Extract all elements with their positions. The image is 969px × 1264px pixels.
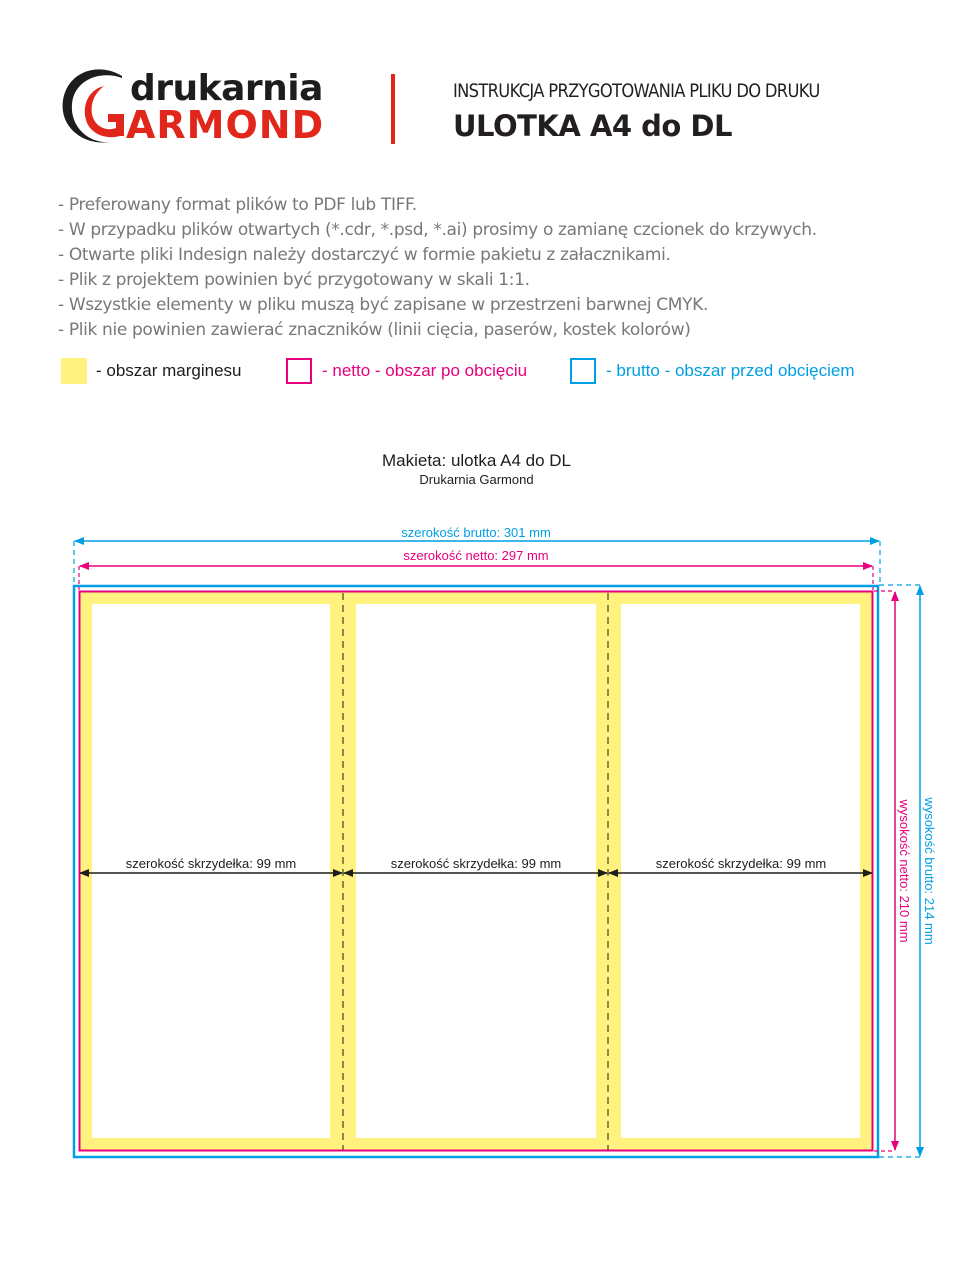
header-subtitle: INSTRUKCJA PRZYGOTOWANIA PLIKU DO DRUKU: [453, 80, 820, 102]
instruction-item: - Plik z projektem powinien być przygotowany w skali 1:1.: [58, 270, 530, 290]
legend-label-margin: - obszar marginesu: [96, 361, 242, 380]
legend-label-netto: - netto - obszar po obcięciu: [322, 361, 528, 380]
panel-width-label-1: szerokość skrzydełka: 99 mm: [125, 856, 297, 871]
panel-safe-area-1: [92, 604, 330, 1138]
brutto-height-label: wysokość brutto: 214 mm: [922, 797, 937, 945]
instruction-item: - Preferowany format plików to PDF lub TIFF.: [58, 195, 417, 215]
logo-word-top: drukarnia: [130, 68, 323, 109]
instruction-item: - Wszystkie elementy w pliku muszą być zapisane w przestrzeni barwnej CMYK.: [58, 295, 709, 315]
netto-width-label: szerokość netto: 297 mm: [403, 548, 549, 563]
page-title: ULOTKA A4 do DL: [453, 109, 732, 143]
instruction-item: - Plik nie powinien zawierać znaczników (linii cięcia, paserów, kostek kolorów): [58, 320, 691, 340]
brutto-width-label: szerokość brutto: 301 mm: [401, 525, 551, 540]
instruction-item: - W przypadku plików otwartych (*.cdr, *.psd, *.ai) prosimy o zamianę czcionek do krzywych.: [58, 220, 817, 240]
panel-width-label-3: szerokość skrzydełka: 99 mm: [655, 856, 827, 871]
netto-height-label: wysokość netto: 210 mm: [897, 799, 912, 943]
legend-label-brutto: - brutto - obszar przed obcięciem: [606, 361, 855, 380]
instruction-item: - Otwarte pliki Indesign należy dostarczyć w formie pakietu z załacznikami.: [58, 245, 671, 265]
panel-safe-area-2: [356, 604, 596, 1138]
panel-width-label-2: szerokość skrzydełka: 99 mm: [390, 856, 562, 871]
logo-word-bottom: armond: [126, 103, 325, 146]
mockup-subtitle: Drukarnia Garmond: [419, 472, 534, 487]
panel-safe-area-3: [621, 604, 860, 1138]
mockup-title: Makieta: ulotka A4 do DL: [381, 451, 571, 470]
